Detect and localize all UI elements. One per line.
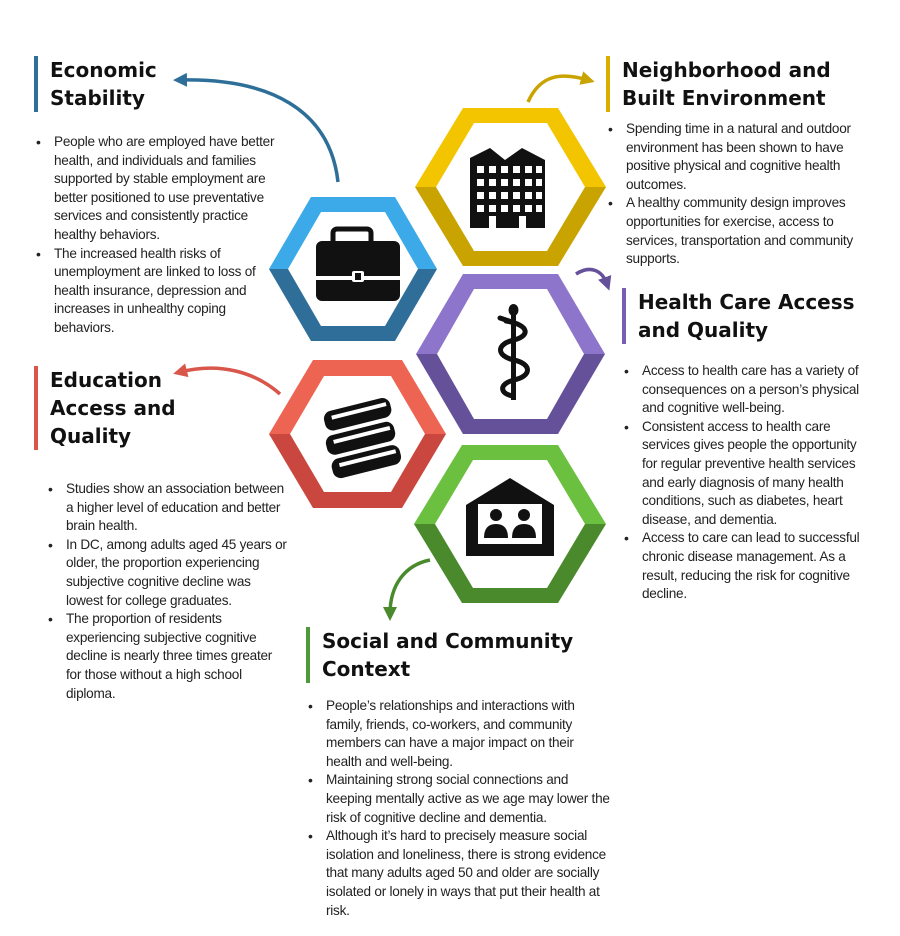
- hexagon-neighborhood: [415, 108, 606, 266]
- healthcare-title: [622, 288, 872, 344]
- list-item: • In DC, among adults aged 45 years or older, the proportion experiencing subjective cognitive decline was lowest for college graduates.: [46, 536, 290, 610]
- healthcare-title-line-2: and Quality: [638, 318, 769, 342]
- social-arrow: [390, 560, 430, 614]
- neighborhood-bullets: [606, 120, 868, 269]
- list-item: • Access to care can lead to successful chronic disease management. As a result, reducing the risk for cognitive decline.: [622, 529, 872, 603]
- healthcare-bullets: [622, 362, 872, 604]
- economic-section: [34, 56, 284, 338]
- economic-bullets: [34, 133, 284, 338]
- building-icon: [470, 148, 545, 228]
- list-item: • Maintaining strong social connections and keeping mentally active as we age may lower the risk of cognitive decline and dementia.: [306, 771, 612, 827]
- healthcare-title-line-1: Health Care Access: [638, 290, 855, 314]
- social-title: [306, 627, 612, 683]
- healthcare-section: [622, 288, 872, 604]
- list-item: • Although it’s hard to precisely measure social isolation and loneliness, there is strong evidence that many adults aged 50 and older are socially isolated or lonely in ways that put their health at risk.: [306, 827, 612, 920]
- list-item: • Access to health care has a variety of consequences on a person’s physical and cognitive well-being.: [622, 362, 872, 418]
- list-item: • People’s relationships and interactions with family, friends, co-workers, and community members can have a major impact on their health and well-being.: [306, 697, 612, 771]
- neighborhood-title-line-1: Neighborhood and: [622, 58, 831, 82]
- list-item: • Studies show an association between a higher level of education and better brain health.: [46, 480, 290, 536]
- list-item: • Consistent access to health care services gives people the opportunity for regular preventive health services and early diagnosis of many health conditions, such as diabetes, heart disease, and dementia.: [622, 418, 872, 530]
- list-item: • Spending time in a natural and outdoor environment has been shown to have positive physical and cognitive health outcomes.: [606, 120, 868, 194]
- education-title-line-2: Access and: [50, 396, 176, 420]
- education-title: [34, 366, 290, 450]
- education-title-line-3: Quality: [50, 424, 132, 448]
- education-bullets: [34, 480, 290, 703]
- economic-title: [34, 56, 284, 112]
- social-bullets: [306, 697, 612, 920]
- social-title-line-2: Context: [322, 657, 411, 681]
- healthcare-arrow: [576, 269, 607, 284]
- neighborhood-title-line-2: Built Environment: [622, 86, 826, 110]
- list-item: • People who are employed have better health, and individuals and families supported by stable employment are better positioned to use preventative services and consistently practice healthy behaviors.: [34, 133, 284, 245]
- list-item: • The proportion of residents experiencing subjective cognitive decline is nearly three times greater for those without a high school diploma.: [46, 610, 290, 703]
- economic-title-line-1: Economic: [50, 58, 157, 82]
- list-item: • The increased health risks of unemployment are linked to loss of health insurance, depression and increases in unhealthy coping behaviors.: [34, 245, 284, 338]
- list-item: • A healthy community design improves opportunities for exercise, access to services, transportation and community supports.: [606, 194, 868, 268]
- economic-title-line-2: Stability: [50, 86, 145, 110]
- social-section: [306, 627, 612, 920]
- hexagon-economic: [269, 197, 437, 341]
- education-title-line-1: Education: [50, 368, 162, 392]
- education-section: [34, 366, 290, 703]
- hexagon-healthcare: [416, 274, 605, 434]
- neighborhood-section: [606, 56, 868, 269]
- neighborhood-title: [606, 56, 868, 112]
- neighborhood-arrow: [528, 76, 588, 102]
- social-title-line-1: Social and Community: [322, 629, 574, 653]
- hexagon-social: [414, 445, 606, 603]
- hexagon-education: [269, 360, 446, 508]
